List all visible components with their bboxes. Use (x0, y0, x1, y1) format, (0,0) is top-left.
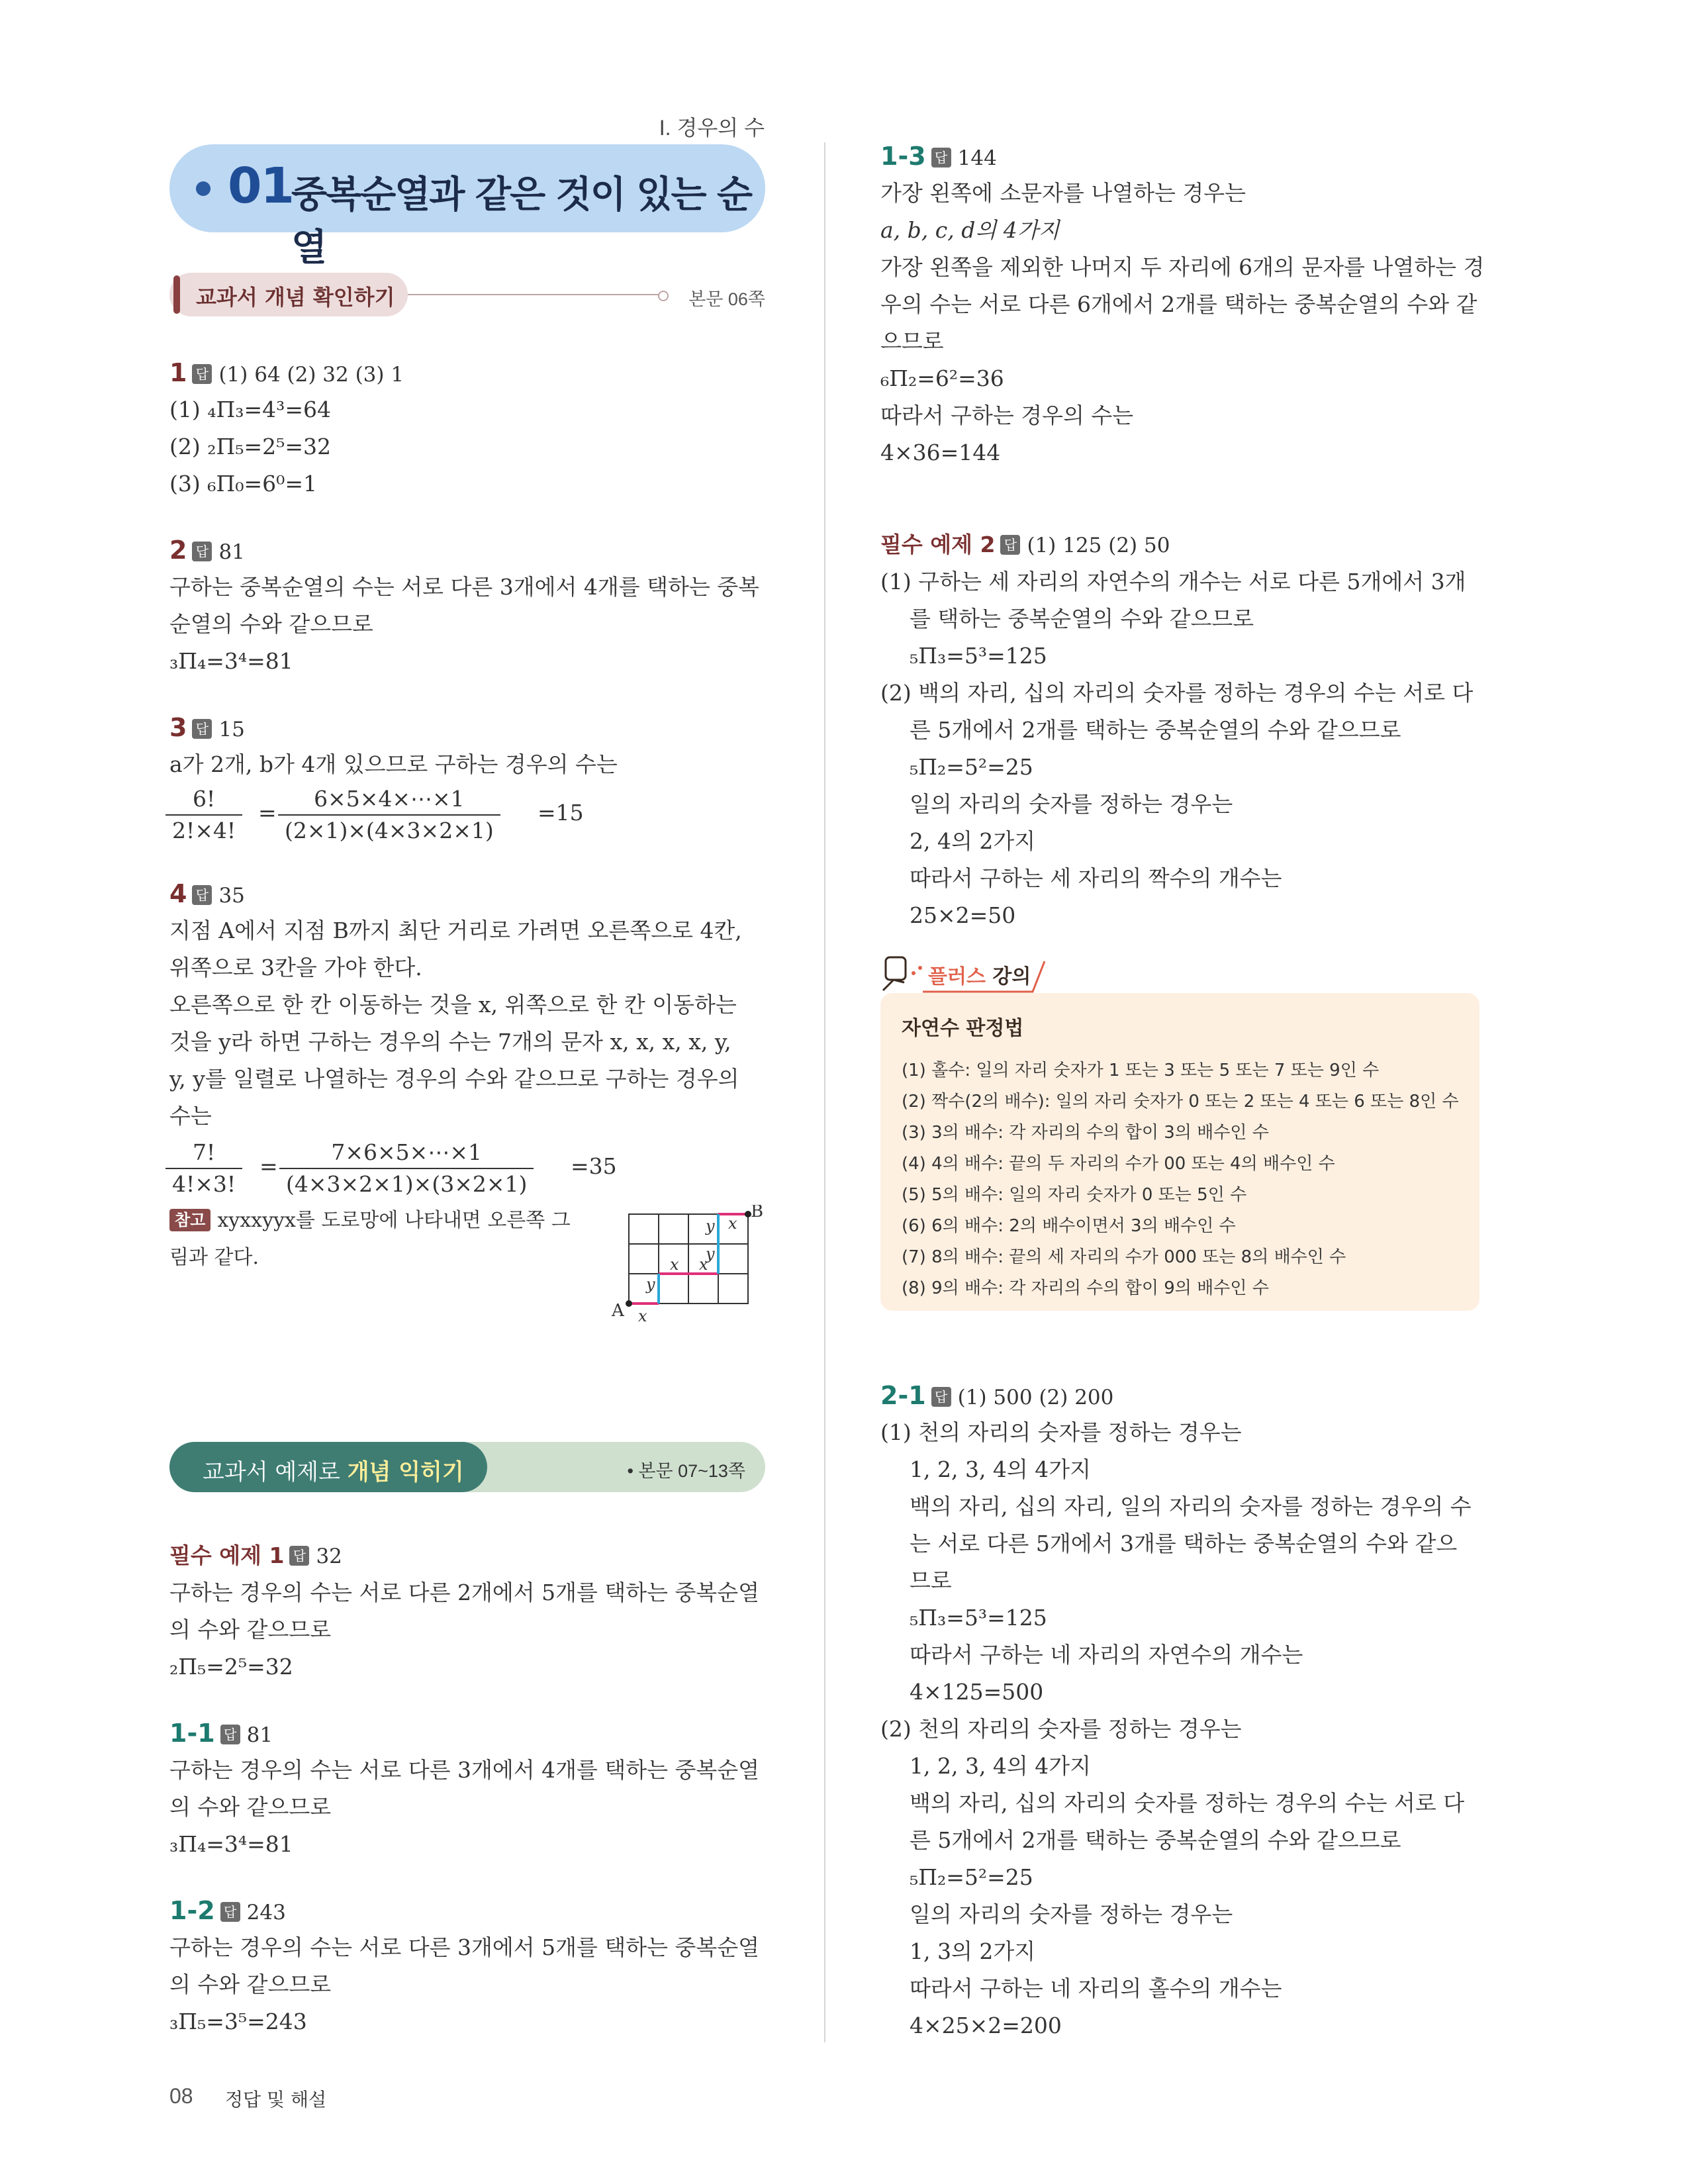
equals-sign: = (259, 1153, 278, 1179)
answer-2-header: 2 답 81 (169, 536, 245, 565)
section-number: 01 (228, 158, 293, 214)
plus-lecture-item: (7) 8의 배수: 끝의 세 자리의 수가 000 또는 8의 배수인 수 (902, 1247, 1346, 1267)
grid-start-label: A (612, 1301, 624, 1321)
answer-2-line: ₃Π₄=3⁴=81 (169, 648, 293, 674)
problem-1-3-line: 따라서 구하는 경우의 수는 (880, 403, 1134, 428)
problem-1-1-line: 의 수와 같으므로 (169, 1794, 332, 1820)
problem-2-1-line: (2) 천의 자리의 숫자를 정하는 경우는 (880, 1716, 1242, 1742)
note-tag: 참고 (169, 1209, 211, 1231)
example-2-line: 25×2=50 (910, 902, 1016, 928)
answer-3-header: 3 답 15 (169, 713, 245, 742)
problem-1-1-line: ₃Π₄=3⁴=81 (169, 1831, 293, 1857)
example-section-label: 교과서 예제로 개념 익히기 (203, 1459, 464, 1486)
plus-lecture-header (880, 953, 1059, 993)
plus-lecture-item: (4) 4의 배수: 끝의 두 자리의 수가 00 또는 4의 배수인 수 (902, 1154, 1335, 1174)
example-2-line: 2, 4의 2가지 (910, 828, 1036, 854)
problem-1-2-header: 1-2 답 243 (169, 1896, 286, 1925)
example-1-line: 의 수와 같으므로 (169, 1617, 332, 1642)
plus-lecture-item: (2) 짝수(2의 배수): 일의 자리 숫자가 0 또는 2 또는 4 또는 6 또는 8인 수 (902, 1092, 1459, 1112)
problem-2-1-line: 므로 (910, 1568, 952, 1593)
problem-2-1-line: 4×125=500 (910, 1679, 1044, 1705)
section-title-bar (169, 144, 765, 269)
example-page-ref: • 본문 07~13쪽 (627, 1461, 745, 1481)
fraction-result: =15 (538, 800, 584, 826)
equals-sign: = (258, 800, 277, 826)
concept-section-header (169, 273, 765, 316)
problem-2-1-line: 백의 자리, 십의 자리, 일의 자리의 숫자를 정하는 경우의 수 (910, 1494, 1472, 1519)
problem-1-2-line: 의 수와 같으므로 (169, 1971, 332, 1997)
plus-lecture-item: (6) 6의 배수: 2의 배수이면서 3의 배수인 수 (902, 1216, 1236, 1236)
section-title: 중복순열과 같은 것이 있는 순열 (291, 173, 752, 269)
answer-badge-icon: 답 (931, 148, 951, 167)
problem-1-2-line: ₃Π₅=3⁵=243 (169, 2009, 307, 2034)
problem-2-1-line: 따라서 구하는 네 자리의 자연수의 개수는 (910, 1642, 1303, 1668)
grid-path-label: y (706, 1245, 715, 1263)
column-divider (824, 142, 825, 2042)
answer-badge-icon: 답 (931, 1387, 951, 1407)
plus-lecture-box (880, 993, 1479, 1311)
grid-end-label: B (751, 1205, 764, 1221)
problem-1-2-line: 구하는 경우의 수는 서로 다른 3개에서 5개를 택하는 중복순열 (169, 1934, 759, 1960)
plus-lecture-title: 자연수 판정법 (902, 1017, 1024, 1040)
plus-lecture-item: (1) 홀수: 일의 자리 숫자가 1 또는 3 또는 5 또는 7 또는 9인 수 (902, 1061, 1380, 1080)
answer-badge-icon: 답 (1000, 535, 1020, 555)
example-1-header: 필수 예제 1 답 32 (169, 1543, 342, 1568)
plus-lecture-item: (5) 5의 배수: 일의 자리 숫자가 0 또는 5인 수 (902, 1185, 1247, 1205)
bullet-icon (196, 181, 211, 196)
fraction: $\frac{6\times 5\times 4\times\cdots\times 1}{(2\times 1)\times(4\times 3\times 2\times 1)}$ (278, 784, 500, 846)
problem-1-3-line: 4×36=144 (880, 440, 1001, 465)
problem-2-1-line: 백의 자리, 십의 자리의 숫자를 정하는 경우의 수는 서로 다 (910, 1790, 1465, 1816)
example-2-line: ₅Π₃=5³=125 (910, 643, 1047, 669)
answer-4-header: 4 답 35 (169, 879, 245, 908)
fraction: $\frac{7!}{4!\times 3!}$ (165, 1137, 242, 1200)
problem-2-1-line: 4×25×2=200 (910, 2013, 1062, 2038)
answer-badge-icon: 답 (220, 1725, 240, 1744)
answer-badge-icon: 답 (192, 885, 212, 905)
plus-lecture-item: (8) 9의 배수: 각 자리의 수의 합이 9의 배수인 수 (902, 1278, 1269, 1298)
problem-2-1-line: ₅Π₂=5²=25 (910, 1864, 1033, 1890)
answer-2-line: 순열의 수와 같으므로 (169, 611, 373, 637)
answer-badge-icon: 답 (192, 542, 212, 561)
fraction-result: =35 (571, 1153, 617, 1179)
answer-1-line: (2) ₂Π₅=2⁵=32 (169, 434, 331, 459)
answer-badge-icon: 답 (289, 1546, 309, 1566)
answer-badge-icon: 답 (192, 364, 212, 384)
problem-2-1-line: 1, 2, 3, 4의 4가지 (910, 1456, 1092, 1482)
answer-4-line: 수는 (169, 1103, 212, 1129)
example-2-line: (1) 구하는 세 자리의 자연수의 개수는 서로 다른 5개에서 3개 (880, 569, 1466, 594)
example-2-line: 른 5개에서 2개를 택하는 중복순열의 수와 같으므로 (910, 717, 1401, 743)
grid-path-label: x (670, 1255, 679, 1274)
grid-path-label: x (699, 1255, 708, 1274)
problem-2-1-line: 른 5개에서 2개를 택하는 중복순열의 수와 같으므로 (910, 1827, 1401, 1853)
example-1-line: ₂Π₅=2⁵=32 (169, 1654, 293, 1680)
answer-4-line: 오른쪽으로 한 칸 이동하는 것을 x, 위쪽으로 한 칸 이동하는 (169, 992, 737, 1018)
problem-1-3-header: 1-3 답 144 (880, 142, 997, 171)
footer-label: 정답 및 해설 (225, 2089, 327, 2111)
example-2-line: 따라서 구하는 세 자리의 짝수의 개수는 (910, 865, 1282, 891)
problem-2-1-line: 는 서로 다른 5개에서 3개를 택하는 중복순열의 수와 같으 (910, 1531, 1458, 1556)
answer-badge-icon: 답 (192, 719, 212, 739)
answer-4-line: 것을 y라 하면 구하는 경우의 수는 7개의 문자 x, x, x, x, y, (169, 1029, 731, 1055)
answer-1-line: (1) ₄Π₃=4³=64 (169, 397, 331, 422)
answer-badge-icon: 답 (220, 1902, 240, 1922)
problem-2-1-line: ₅Π₃=5³=125 (910, 1605, 1047, 1631)
problem-1-3-line: 가장 왼쪽에 소문자를 나열하는 경우는 (880, 180, 1246, 206)
fraction: $\frac{6!}{2!\times 4!}$ (165, 784, 242, 846)
answer-3-line: a가 2개, b가 4개 있으므로 구하는 경우의 수는 (169, 751, 618, 777)
chapter-label: I. 경우의 수 (659, 116, 765, 140)
grid-path-label: x (638, 1307, 647, 1325)
problem-1-3-line: a, b, c, d의 4가지 (880, 217, 1060, 243)
problem-1-3-line: 가장 왼쪽을 제외한 나머지 두 자리에 6개의 문자를 나열하는 경 (880, 254, 1485, 280)
answer-2-line: 구하는 중복순열의 수는 서로 다른 3개에서 4개를 택하는 중복 (169, 574, 759, 600)
example-1-line: 구하는 경우의 수는 서로 다른 2개에서 5개를 택하는 중복순열 (169, 1580, 759, 1605)
note-line: 림과 같다. (169, 1246, 259, 1269)
problem-1-1-line: 구하는 경우의 수는 서로 다른 3개에서 4개를 택하는 중복순열 (169, 1757, 759, 1783)
problem-1-1-header: 1-1 답 81 (169, 1719, 273, 1748)
plus-lecture-item: (3) 3의 배수: 각 자리의 수의 합이 3의 배수인 수 (902, 1123, 1269, 1143)
problem-1-3-line: 우의 수는 서로 다른 6개에서 2개를 택하는 중복순열의 수와 같 (880, 291, 1477, 317)
example-2-line: (2) 백의 자리, 십의 자리의 숫자를 정하는 경우의 수는 서로 다 (880, 680, 1474, 706)
example-2-line: 를 택하는 중복순열의 수와 같으므로 (910, 606, 1254, 632)
problem-2-1-line: 따라서 구하는 네 자리의 홀수의 개수는 (910, 1975, 1282, 2001)
page-number: 08 (169, 2084, 193, 2108)
problem-2-1-line: 일의 자리의 숫자를 정하는 경우는 (910, 1901, 1233, 1927)
problem-2-1-line: 1, 2, 3, 4의 4가지 (910, 1753, 1092, 1779)
problem-2-1-line: 1, 3의 2가지 (910, 1938, 1036, 1964)
problem-2-1-header: 2-1 답 (1) 500 (2) 200 (880, 1381, 1114, 1410)
problem-2-1-line: (1) 천의 자리의 숫자를 정하는 경우는 (880, 1419, 1242, 1445)
note-line: 참고 xyxxyyx를 도로망에 나타내면 오른쪽 그 (169, 1202, 571, 1239)
road-network-diagram (609, 1205, 768, 1331)
answer-4-line: 지점 A에서 지점 B까지 최단 거리로 가려면 오른쪽으로 4칸, (169, 918, 742, 943)
example-2-line: ₅Π₂=5²=25 (910, 754, 1033, 780)
answer-4-line: 위쪽으로 3칸을 가야 한다. (169, 955, 422, 980)
problem-1-3-line: ₆Π₂=6²=36 (880, 365, 1004, 391)
concept-page-ref: 본문 06쪽 (688, 289, 765, 309)
example-2-line: 일의 자리의 숫자를 정하는 경우는 (910, 791, 1233, 817)
answer-1-header: 1 답 (1) 64 (2) 32 (3) 1 (169, 358, 404, 387)
answer-4-line: y, y를 일렬로 나열하는 경우의 수와 같으므로 구하는 경우의 (169, 1066, 739, 1092)
grid-path-label: x (728, 1214, 737, 1233)
problem-1-3-line: 으므로 (880, 328, 944, 354)
concept-section-label: 교과서 개념 확인하기 (196, 285, 395, 310)
plus-lecture-label: 플러스 강의 (928, 965, 1031, 988)
grid-path-label: y (646, 1275, 655, 1294)
fraction: $\frac{7\times 6\times 5\times\cdots\times 1}{(4\times 3\times 2\times 1)\times(3\times 2\times 1)}$ (279, 1137, 534, 1200)
example-section-header (169, 1442, 765, 1492)
example-2-header: 필수 예제 2 답 (1) 125 (2) 50 (880, 532, 1170, 557)
answer-1-line: (3) ₆Π₀=6⁰=1 (169, 471, 317, 497)
grid-path-label: y (706, 1217, 715, 1235)
